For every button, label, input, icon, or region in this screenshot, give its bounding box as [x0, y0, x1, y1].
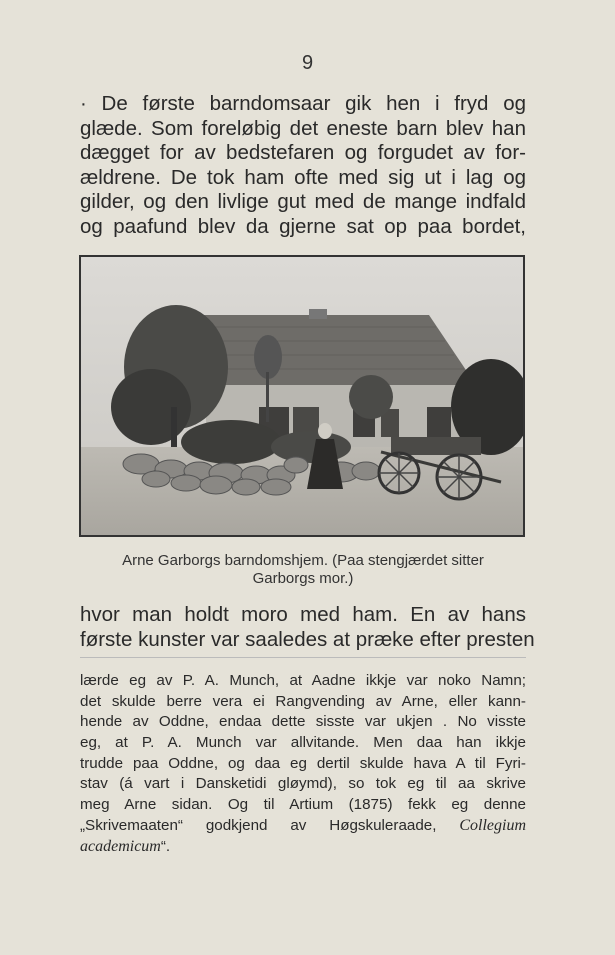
text-line: gilder, og den livlige gut med de mange indfald — [80, 190, 526, 214]
footnote-line: stav (á vart i Dansketidi gløymd), so tok eg til aa skrive — [80, 775, 526, 793]
page-number: 9 — [301, 52, 314, 74]
footnote-italic: Collegium — [459, 816, 526, 834]
footnote-line: lærde eg av P. A. Munch, at Aadne ikkje var noko Namn; — [80, 672, 526, 689]
footnote-italic: academicum — [80, 837, 161, 855]
text-line: dægget for av bedstefaren og forgudet av for- — [80, 141, 526, 165]
footnote-line: det skulde berre vera ei Rangvending av Arne, eller kann- — [80, 692, 526, 710]
text-line: første kunster var saaledes at præke efter presten — [80, 627, 535, 651]
caption-line: Garborgs mor.) — [252, 570, 354, 587]
footnote — [80, 671, 526, 857]
footnote-text: “. — [160, 837, 171, 855]
footnote-line — [80, 837, 526, 858]
photo-caption — [80, 552, 526, 588]
footnote-text: „Skrivemaaten“ godkjend av Høgskuleraade, — [80, 816, 437, 834]
text-line: glæde. Som foreløbig det eneste barn blev han — [80, 116, 526, 140]
farmhouse-photo — [79, 255, 525, 537]
footnote-divider — [80, 657, 526, 658]
caption-line: Arne Garborgs barndomshjem. (Paa stengjærdet sitter — [122, 552, 484, 569]
footnote-line: meg Arne sidan. Og til Artium (1875) fekk eg denne — [80, 796, 526, 814]
paragraph-bottom — [80, 603, 535, 652]
text-line: · De første barndomsaar gik hen i fryd og — [80, 92, 526, 115]
farmhouse-photo-icon — [81, 257, 523, 535]
footnote-line: trudde paa Oddne, og daa eg dertil skulde hava A til Fyri- — [80, 754, 526, 772]
footnote-line: hende av Oddne, endaa dette sisste var ukjen . No visste — [80, 713, 526, 731]
footnote-line: eg, at P. A. Munch var allvitande. Men daa han ikkje — [80, 734, 526, 752]
text-line: og paafund blev da gjerne sat op paa bordet, — [80, 214, 526, 238]
paragraph-top — [80, 92, 526, 240]
text-line: ældrene. De tok ham ofte med sig ut i lag og — [80, 165, 526, 189]
text-line: hvor man holdt moro med ham. En av hans — [80, 603, 526, 626]
footnote-line — [80, 816, 526, 837]
